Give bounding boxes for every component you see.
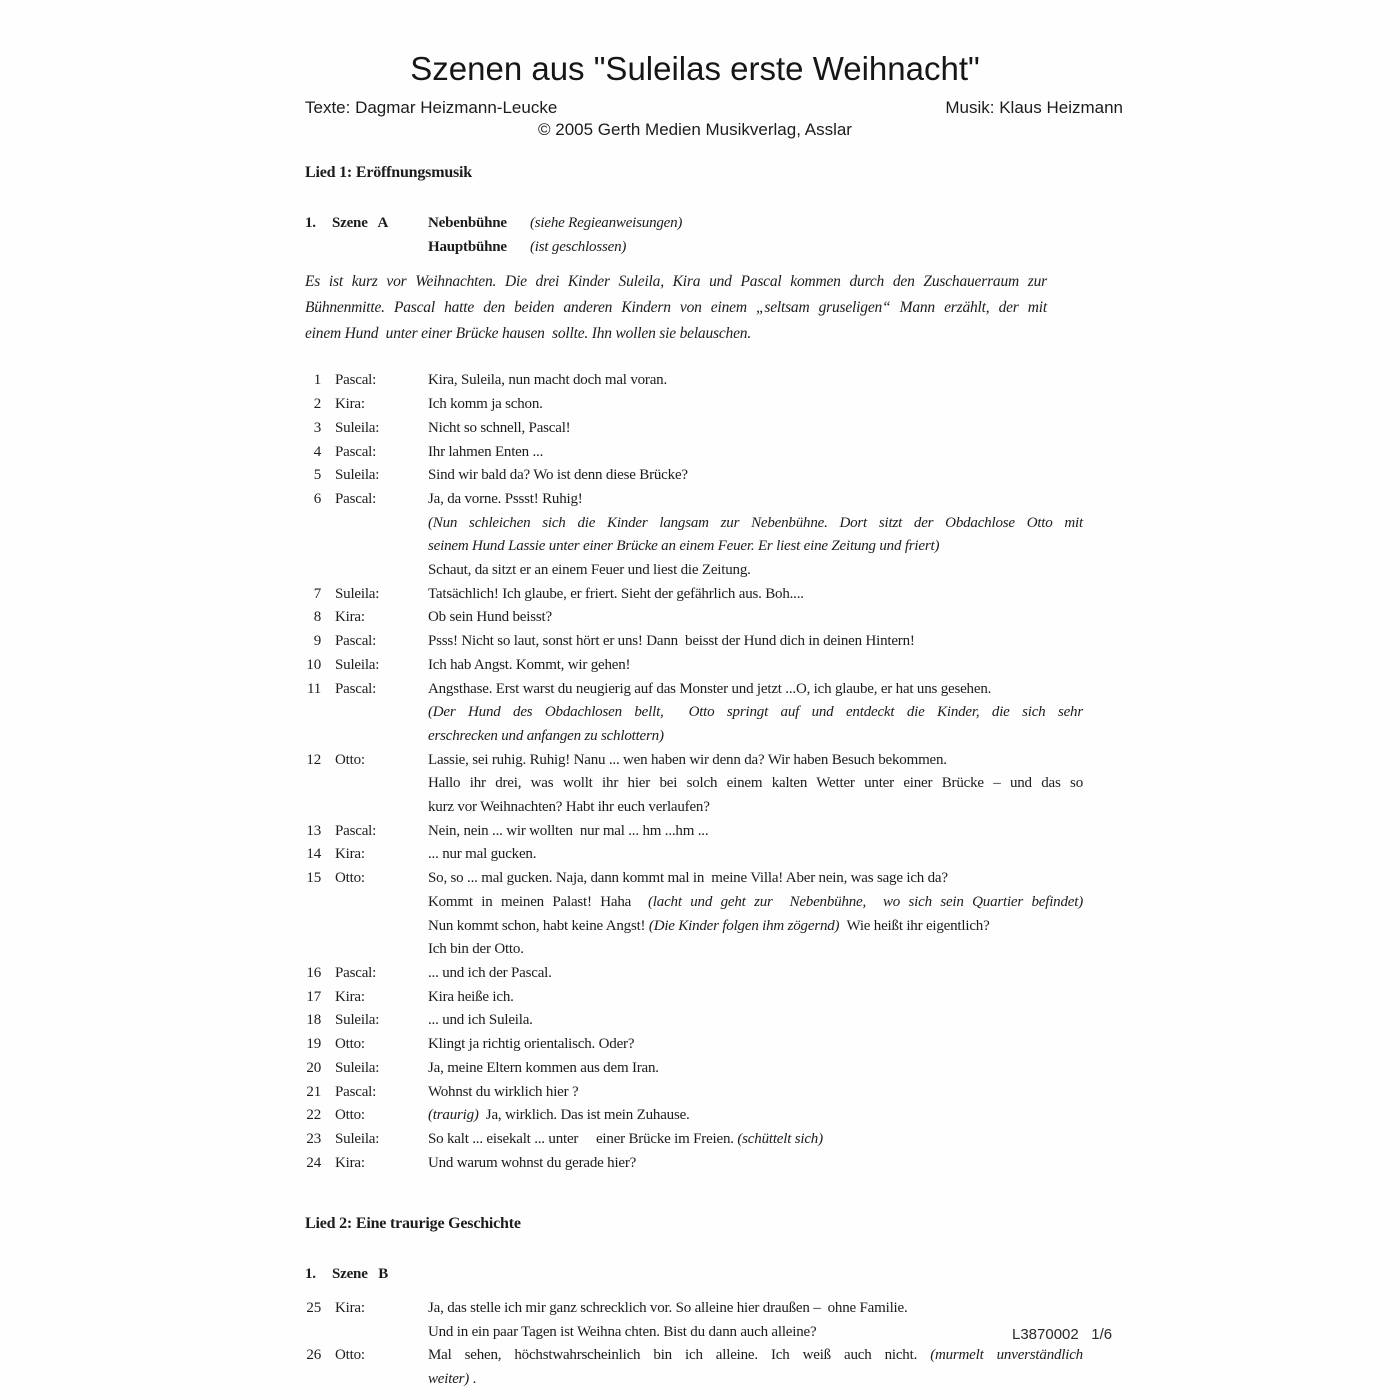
dialogue-text-row bbox=[428, 820, 1083, 844]
dialogue-segment: kurz vor Weihnachten? Habt ihr euch verlaufen? bbox=[428, 799, 710, 816]
line-number: 14 bbox=[306, 846, 321, 863]
dialogue-text-row bbox=[428, 1128, 1083, 1152]
dialogue-segment: Kira heiße ich. bbox=[428, 988, 514, 1005]
dialogue-text-row bbox=[428, 559, 1083, 583]
dialogue-line bbox=[305, 369, 1085, 393]
dialogue-text-row bbox=[428, 606, 1083, 630]
texte-credit: Texte: Dagmar Heizmann-Leucke bbox=[305, 98, 558, 117]
speaker-name: Otto: bbox=[335, 870, 365, 887]
dialogue-segment: Nein, nein ... wir wollten nur mal ... hm ...hm ... bbox=[428, 822, 709, 839]
dialogue-text bbox=[428, 654, 1083, 678]
dialogue-segment: Nun kommt schon, habt keine Angst! bbox=[428, 917, 649, 934]
dialogue-text bbox=[428, 1152, 1083, 1176]
stage-note: (siehe Regieanweisungen) bbox=[530, 215, 683, 231]
dialogue-segment: So, so ... mal gucken. Naja, dann kommt mal in meine Villa! Aber nein, was sage ich da? bbox=[428, 870, 948, 887]
dialogue-segment: . bbox=[469, 1371, 477, 1388]
line-number: 1 bbox=[313, 372, 321, 389]
dialogue-text bbox=[428, 962, 1083, 986]
dialogue-line bbox=[305, 678, 1085, 749]
dialogue-text-row bbox=[428, 843, 1083, 867]
dialogue-text bbox=[428, 630, 1083, 654]
dialogue-text bbox=[428, 843, 1083, 867]
speaker-name: Kira: bbox=[335, 1154, 365, 1171]
dialogue-text-row bbox=[428, 986, 1083, 1010]
scene-stages bbox=[428, 212, 682, 259]
dialogue-segment: Klingt ja richtig orientalisch. Oder? bbox=[428, 1036, 635, 1053]
stage-name: Nebenbühne bbox=[428, 215, 507, 231]
dialogue-text-row bbox=[428, 1321, 1083, 1345]
dialogue-line bbox=[305, 606, 1085, 630]
dialogue-segment: Schaut, da sitzt er an einem Feuer und liest die Zeitung. bbox=[428, 562, 751, 579]
scene-label: Szene A bbox=[332, 215, 389, 231]
dialogue-text-row bbox=[428, 867, 1083, 891]
line-number: 18 bbox=[306, 1012, 321, 1029]
dialogue-segment: Wohnst du wirklich hier ? bbox=[428, 1083, 579, 1100]
dialogue-segment: Ja, meine Eltern kommen aus dem Iran. bbox=[428, 1059, 659, 1076]
speaker-name: Kira: bbox=[335, 846, 365, 863]
byline-row bbox=[305, 98, 1123, 118]
speaker-name: Kira: bbox=[335, 609, 365, 626]
dialogue-text-row bbox=[428, 512, 1083, 536]
line-number: 15 bbox=[306, 870, 321, 887]
dialogue-segment: (Die Kinder folgen ihm zögernd) bbox=[648, 917, 840, 934]
speaker-name: Kira: bbox=[335, 988, 365, 1005]
dialogue-block bbox=[305, 1297, 1085, 1392]
dialogue-line bbox=[305, 464, 1085, 488]
dialogue-text bbox=[428, 1033, 1083, 1057]
line-number: 12 bbox=[306, 751, 321, 768]
speaker-name: Pascal: bbox=[335, 490, 377, 507]
speaker-name: Pascal: bbox=[335, 443, 377, 460]
dialogue-text bbox=[428, 606, 1083, 630]
speaker-name: Kira: bbox=[335, 396, 365, 413]
dialogue-text-row bbox=[428, 891, 1083, 915]
line-number: 23 bbox=[306, 1130, 321, 1147]
script-document bbox=[305, 50, 1123, 1392]
line-number: 17 bbox=[306, 988, 321, 1005]
dialogue-text bbox=[428, 441, 1083, 465]
dialogue-line bbox=[305, 441, 1085, 465]
speaker-name: Suleila: bbox=[335, 1012, 380, 1029]
speaker-name: Suleila: bbox=[335, 419, 380, 436]
dialogue-text-row bbox=[428, 796, 1083, 820]
line-number: 3 bbox=[313, 419, 321, 436]
dialogue-text bbox=[428, 1104, 1083, 1128]
line-number: 10 bbox=[306, 656, 321, 673]
dialogue-text bbox=[428, 867, 1083, 962]
narration-line: Bühnenmitte. Pascal hatte den beiden anderen Kindern von einem „seltsam gruseligen“ Mann erzählt, der mit bbox=[305, 299, 1047, 317]
dialogue-text-row bbox=[428, 583, 1083, 607]
dialogue-line bbox=[305, 1297, 1085, 1344]
dialogue-text-row bbox=[428, 1104, 1083, 1128]
speaker-name: Otto: bbox=[335, 751, 365, 768]
dialogue-text bbox=[428, 583, 1083, 607]
dialogue-text bbox=[428, 417, 1083, 441]
line-number: 26 bbox=[306, 1347, 321, 1364]
dialogue-segment: Kira, Suleila, nun macht doch mal voran. bbox=[428, 372, 668, 389]
line-number: 8 bbox=[313, 609, 321, 626]
script-body bbox=[305, 164, 1085, 1392]
scene-number: 1. bbox=[305, 215, 316, 231]
dialogue-text-row bbox=[428, 393, 1083, 417]
dialogue-line bbox=[305, 1104, 1085, 1128]
dialogue-text bbox=[428, 464, 1083, 488]
dialogue-line bbox=[305, 843, 1085, 867]
speaker-name: Otto: bbox=[335, 1107, 365, 1124]
dialogue-line bbox=[305, 488, 1085, 583]
dialogue-text-row bbox=[428, 1368, 1083, 1392]
dialogue-text-row bbox=[428, 464, 1083, 488]
line-number: 9 bbox=[313, 633, 321, 650]
dialogue-text-row bbox=[428, 1344, 1083, 1368]
dialogue-text-row bbox=[428, 701, 1083, 725]
dialogue-line bbox=[305, 867, 1085, 962]
dialogue-segment: seinem Hund Lassie unter einer Brücke an einem Feuer. Er liest eine Zeitung und friert) bbox=[428, 538, 940, 555]
speaker-name: Suleila: bbox=[335, 585, 380, 602]
speaker-name: Pascal: bbox=[335, 822, 377, 839]
dialogue-segment: Kommt in meinen Palast! Haha bbox=[428, 893, 649, 910]
page-footer: L3870002 1/6 bbox=[1012, 1326, 1113, 1343]
speaker-name: Otto: bbox=[335, 1036, 365, 1053]
dialogue-segment: Sind wir bald da? Wo ist denn diese Brücke? bbox=[428, 467, 688, 484]
dialogue-text-row bbox=[428, 441, 1083, 465]
dialogue-text bbox=[428, 369, 1083, 393]
dialogue-line bbox=[305, 1033, 1085, 1057]
line-number: 24 bbox=[306, 1154, 321, 1171]
dialogue-text-row bbox=[428, 488, 1083, 512]
dialogue-text-row bbox=[428, 772, 1083, 796]
line-number: 4 bbox=[313, 443, 321, 460]
speaker-name: Pascal: bbox=[335, 1083, 377, 1100]
dialogue-line bbox=[305, 630, 1085, 654]
stage-name: Hauptbühne bbox=[428, 238, 507, 255]
dialogue-text-row bbox=[428, 369, 1083, 393]
stage-row bbox=[428, 212, 682, 236]
dialogue-segment: (Der Hund des Obdachlosen bellt, Otto springt auf und entdeckt die Kinder, die sich sehr bbox=[428, 704, 1083, 721]
dialogue-text-row bbox=[428, 938, 1083, 962]
dialogue-line bbox=[305, 654, 1085, 678]
dialogue-line bbox=[305, 1128, 1085, 1152]
dialogue-segment: Ich komm ja schon. bbox=[428, 396, 543, 413]
line-number: 16 bbox=[306, 964, 321, 981]
speaker-name: Otto: bbox=[335, 1347, 365, 1364]
dialogue-text bbox=[428, 749, 1083, 820]
line-number: 21 bbox=[306, 1083, 321, 1100]
dialogue-text-row bbox=[428, 1009, 1083, 1033]
speaker-name: Pascal: bbox=[335, 964, 377, 981]
dialogue-text-row bbox=[428, 1152, 1083, 1176]
dialogue-segment: Ihr lahmen Enten ... bbox=[428, 443, 544, 460]
speaker-name: Pascal: bbox=[335, 372, 377, 389]
dialogue-line bbox=[305, 962, 1085, 986]
dialogue-segment: Und in ein paar Tagen ist Weihna chten. Bist du dann auch alleine? bbox=[428, 1323, 817, 1340]
scene-heading bbox=[305, 1263, 1085, 1287]
dialogue-segment: (lacht und geht zur Nebenbühne, wo sich sein Quartier befindet) bbox=[648, 893, 1083, 910]
dialogue-segment: ... und ich der Pascal. bbox=[428, 964, 552, 981]
dialogue-line bbox=[305, 393, 1085, 417]
dialogue-text bbox=[428, 393, 1083, 417]
dialogue-segment: Ich bin der Otto. bbox=[428, 941, 524, 958]
dialogue-text-row bbox=[428, 749, 1083, 773]
dialogue-line bbox=[305, 1152, 1085, 1176]
line-number: 25 bbox=[306, 1300, 321, 1317]
dialogue-segment: Ja, da vorne. Pssst! Ruhig! bbox=[428, 490, 583, 507]
speaker-name: Suleila: bbox=[335, 1130, 380, 1147]
speaker-name: Suleila: bbox=[335, 1059, 380, 1076]
dialogue-segment: ... und ich Suleila. bbox=[428, 1012, 533, 1029]
dialogue-segment: Hallo ihr drei, was wollt ihr hier bei solch einem kalten Wetter unter einer Brücke – und das so bbox=[428, 775, 1083, 792]
line-number: 22 bbox=[306, 1107, 321, 1124]
dialogue-line bbox=[305, 1081, 1085, 1105]
scene-heading bbox=[305, 212, 1085, 259]
dialogue-text bbox=[428, 1009, 1083, 1033]
dialogue-text bbox=[428, 488, 1083, 583]
speaker-name: Suleila: bbox=[335, 656, 380, 673]
dialogue-text-row bbox=[428, 678, 1083, 702]
line-number: 6 bbox=[313, 490, 321, 507]
dialogue-segment: weiter) bbox=[428, 1371, 470, 1388]
dialogue-text bbox=[428, 1081, 1083, 1105]
speaker-name: Suleila: bbox=[335, 467, 380, 484]
dialogue-line bbox=[305, 417, 1085, 441]
dialogue-text bbox=[428, 820, 1083, 844]
scene-label: Szene B bbox=[332, 1266, 389, 1283]
speaker-name: Kira: bbox=[335, 1300, 365, 1317]
dialogue-block bbox=[305, 369, 1085, 1175]
song-heading: Lied 1: Eröffnungsmusik bbox=[305, 164, 472, 181]
dialogue-segment: Ob sein Hund beisst? bbox=[428, 609, 552, 626]
dialogue-text bbox=[428, 1057, 1083, 1081]
dialogue-text-row bbox=[428, 654, 1083, 678]
dialogue-segment: Ja, wirklich. Das ist mein Zuhause. bbox=[478, 1107, 690, 1124]
dialogue-text bbox=[428, 1128, 1083, 1152]
dialogue-segment: erschrecken und anfangen zu schlottern) bbox=[428, 727, 664, 744]
line-number: 7 bbox=[313, 585, 321, 602]
dialogue-text-row bbox=[428, 1033, 1083, 1057]
dialogue-segment: Mal sehen, höchstwahrscheinlich bin ich alleine. Ich weiß auch nicht. bbox=[428, 1347, 931, 1364]
dialogue-segment: Wie heißt ihr eigentlich? bbox=[839, 917, 990, 934]
scene-number: 1. bbox=[305, 1266, 316, 1283]
dialogue-segment: Nicht so schnell, Pascal! bbox=[428, 419, 571, 436]
line-number: 20 bbox=[306, 1059, 321, 1076]
narration-line: Es ist kurz vor Weihnachten. Die drei Kinder Suleila, Kira und Pascal kommen durch den Zuschauerraum zur bbox=[305, 273, 1047, 291]
line-number: 13 bbox=[306, 822, 321, 839]
dialogue-text-row bbox=[428, 1081, 1083, 1105]
copyright-line: © 2005 Gerth Medien Musikverlag, Asslar bbox=[538, 120, 852, 139]
line-number: 2 bbox=[313, 396, 321, 413]
dialogue-text-row bbox=[428, 630, 1083, 654]
dialogue-segment: Angsthase. Erst warst du neugierig auf das Monster und jetzt ...O, ich glaube, er hat uns gesehen. bbox=[428, 680, 992, 697]
dialogue-line bbox=[305, 749, 1085, 820]
dialogue-segment: ... nur mal gucken. bbox=[428, 846, 537, 863]
dialogue-text-row bbox=[428, 915, 1083, 939]
dialogue-segment: (murmelt unverständlich bbox=[930, 1347, 1083, 1364]
dialogue-line bbox=[305, 1057, 1085, 1081]
speaker-name: Pascal: bbox=[335, 680, 377, 697]
dialogue-text bbox=[428, 1344, 1083, 1391]
dialogue-text-row bbox=[428, 535, 1083, 559]
dialogue-line bbox=[305, 1344, 1085, 1391]
speaker-name: Pascal: bbox=[335, 633, 377, 650]
dialogue-segment: Und warum wohnst du gerade hier? bbox=[428, 1154, 637, 1171]
narration bbox=[305, 269, 1047, 347]
dialogue-line bbox=[305, 1009, 1085, 1033]
page-title: Szenen aus "Suleilas erste Weihnacht" bbox=[410, 50, 980, 87]
dialogue-text bbox=[428, 986, 1083, 1010]
dialogue-line bbox=[305, 986, 1085, 1010]
dialogue-line bbox=[305, 583, 1085, 607]
dialogue-segment: So kalt ... eisekalt ... unter einer Brücke im Freien. bbox=[428, 1130, 738, 1147]
dialogue-text-row bbox=[428, 1297, 1083, 1321]
line-number: 5 bbox=[313, 467, 321, 484]
dialogue-text bbox=[428, 678, 1083, 749]
dialogue-segment: Lassie, sei ruhig. Ruhig! Nanu ... wen haben wir denn da? Wir haben Besuch bekommen. bbox=[428, 751, 947, 768]
dialogue-segment: Ja, das stelle ich mir ganz schrecklich vor. So alleine hier draußen – ohne Familie. bbox=[428, 1300, 908, 1317]
dialogue-text-row bbox=[428, 725, 1083, 749]
dialogue-segment: Ich hab Angst. Kommt, wir gehen! bbox=[428, 656, 631, 673]
dialogue-segment: Psss! Nicht so laut, sonst hört er uns! Dann beisst der Hund dich in deinen Hintern! bbox=[428, 633, 915, 650]
narration-line: einem Hund unter einer Brücke hausen sollte. Ihn wollen sie belauschen. bbox=[305, 325, 751, 343]
dialogue-segment: Tatsächlich! Ich glaube, er friert. Sieht der gefährlich aus. Boh.... bbox=[428, 585, 804, 602]
dialogue-segment: (Nun schleichen sich die Kinder langsam zur Nebenbühne. Dort sitzt der Obdachlose Otto mit bbox=[428, 514, 1083, 531]
stage-row bbox=[428, 236, 682, 260]
stage-note: (ist geschlossen) bbox=[530, 238, 627, 255]
dialogue-segment: (traurig) bbox=[428, 1107, 479, 1124]
dialogue-text bbox=[428, 1297, 1083, 1344]
dialogue-segment: (schüttelt sich) bbox=[737, 1130, 823, 1147]
song-heading: Lied 2: Eine traurige Geschichte bbox=[305, 1215, 521, 1233]
musik-credit: Musik: Klaus Heizmann bbox=[945, 98, 1123, 117]
dialogue-text-row bbox=[428, 1057, 1083, 1081]
dialogue-line bbox=[305, 820, 1085, 844]
dialogue-text-row bbox=[428, 417, 1083, 441]
dialogue-text-row bbox=[428, 962, 1083, 986]
line-number: 19 bbox=[306, 1036, 321, 1053]
line-number: 11 bbox=[306, 680, 321, 697]
